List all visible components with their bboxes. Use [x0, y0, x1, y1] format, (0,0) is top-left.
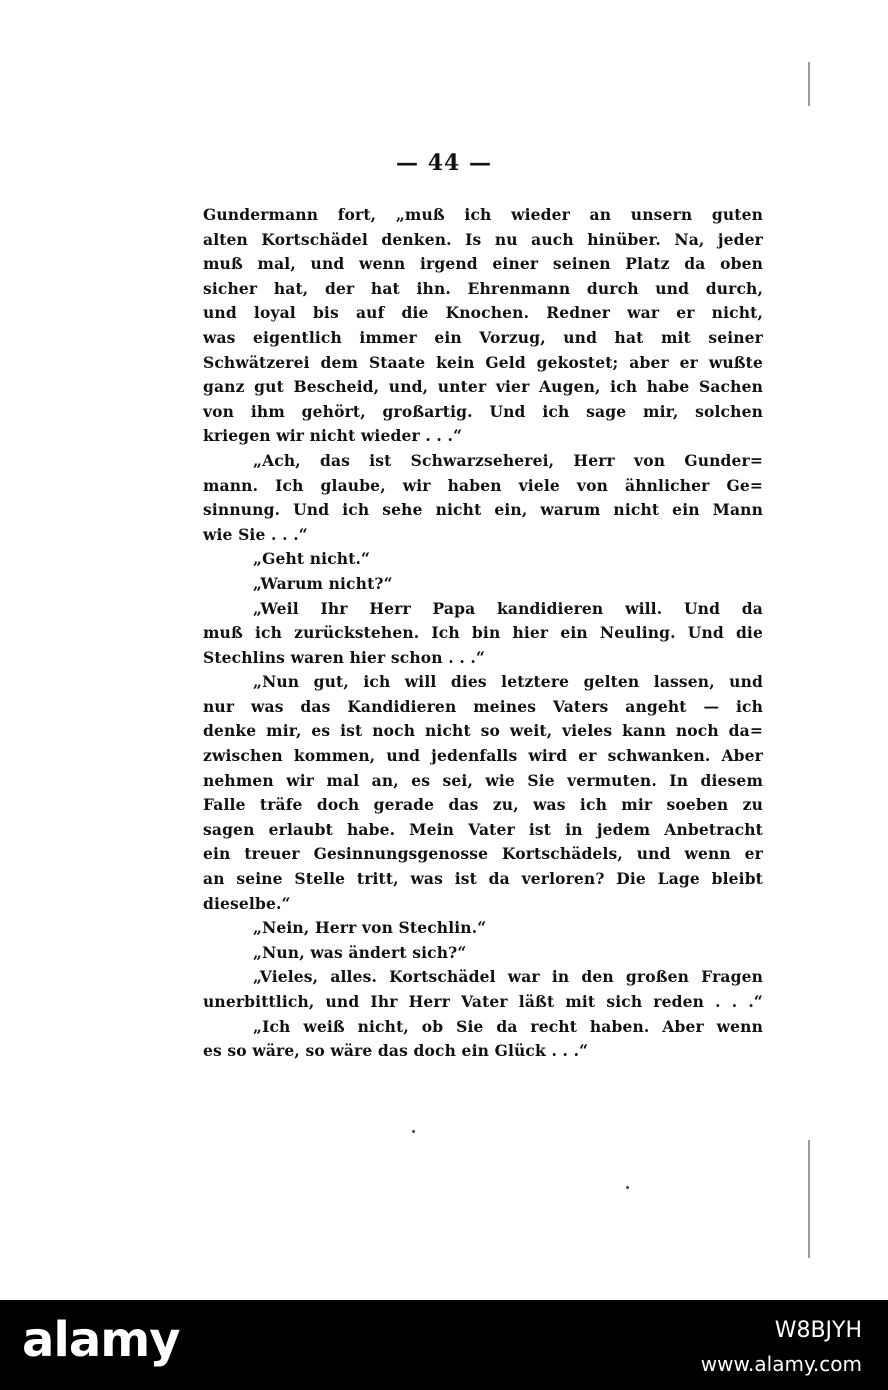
page-number: — 44 —: [396, 150, 492, 176]
text-line: an seine Stelle tritt, was ist da verloren? Die Lage bleibt: [203, 869, 763, 889]
text-line: zwischen kommen, und jedenfalls wird er schwanken. Aber: [203, 746, 763, 766]
text-line: unerbittlich, und Ihr Herr Vater läßt mit sich reden . . .“: [203, 992, 763, 1011]
text-line: und loyal bis auf die Knochen. Redner war er nicht,: [203, 303, 763, 323]
text-line: „Ich weiß nicht, ob Sie da recht haben. Aber wenn: [253, 1016, 763, 1036]
text-line: alten Kortschädel denken. Is nu auch hinüber. Na, jeder: [203, 229, 763, 249]
text-line: Gundermann fort, „muß ich wieder an unsern guten: [203, 205, 763, 224]
text-line: kriegen wir nicht wieder . . .“: [203, 426, 463, 446]
text-line: ganz gut Bescheid, und, unter vier Augen, ich habe Sachen: [203, 377, 763, 397]
text-line: „Ach, das ist Schwarzseherei, Herr von Gunder=: [253, 450, 763, 470]
margin-rule-bottom: [808, 1140, 810, 1258]
ink-speck: [412, 1130, 415, 1133]
text-line: was eigentlich immer ein Vorzug, und hat mit seiner: [203, 327, 763, 347]
margin-rule-top: [808, 62, 810, 106]
text-line: wie Sie . . .“: [203, 524, 308, 544]
watermark-url: www.alamy.com: [700, 1352, 862, 1376]
text-line: sagen erlaubt habe. Mein Vater ist in jedem Anbetracht: [203, 819, 763, 839]
text-line: Falle träfe doch gerade das zu, was ich mir soeben zu: [203, 795, 763, 815]
text-line: muß ich zurückstehen. Ich bin hier ein Neuling. Und die: [203, 623, 763, 643]
text-line: mann. Ich glaube, wir haben viele von ähnlicher Ge=: [203, 475, 763, 495]
text-line: Schwätzerei dem Staate kein Geld gekostet; aber er wußte: [203, 352, 763, 372]
text-line: es so wäre, so wäre das doch ein Glück . . .“: [203, 1041, 589, 1061]
text-line: von ihm gehört, großartig. Und ich sage mir, solchen: [203, 401, 763, 421]
text-line: muß mal, und wenn irgend einer seinen Platz da oben: [203, 254, 763, 274]
text-line: nur was das Kandidieren meines Vaters angeht — ich: [203, 696, 763, 716]
text-line: „Vieles, alles. Kortschädel war in den großen Fragen: [253, 967, 763, 987]
text-line: „Nun gut, ich will dies letztere gelten lassen, und: [253, 672, 763, 692]
text-line: sinnung. Und ich sehe nicht ein, warum nicht ein Mann: [203, 500, 763, 520]
text-line: „Nein, Herr von Stechlin.“: [253, 918, 487, 938]
text-line: „Nun, was ändert sich?“: [253, 942, 467, 962]
ink-speck: [626, 1186, 629, 1189]
text-line: dieselbe.“: [203, 893, 291, 913]
body-text: [203, 203, 763, 1064]
text-line: „Geht nicht.“: [253, 549, 371, 569]
text-line: Stechlins waren hier schon . . .“: [203, 647, 486, 667]
text-line: nehmen wir mal an, es sei, wie Sie vermuten. In diesem: [203, 770, 763, 790]
text-line: sicher hat, der hat ihn. Ehrenmann durch und durch,: [203, 278, 763, 298]
watermark-logo: alamy: [22, 1312, 180, 1368]
watermark-image-id: W8BJYH: [774, 1318, 862, 1343]
text-line: ein treuer Gesinnungsgenosse Kortschädels, und wenn er: [203, 844, 763, 864]
text-line: „Weil Ihr Herr Papa kandidieren will. Und da: [253, 598, 763, 618]
text-line: denke mir, es ist noch nicht so weit, vieles kann noch da=: [203, 721, 763, 741]
text-line: „Warum nicht?“: [253, 573, 393, 593]
